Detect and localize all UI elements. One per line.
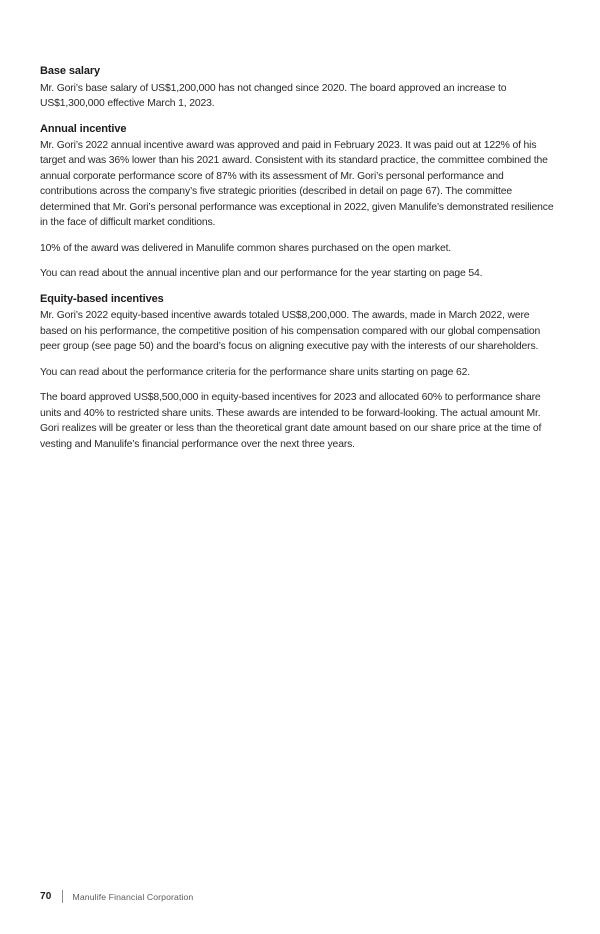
page-number: 70 <box>40 891 52 902</box>
paragraph: You can read about the annual incentive plan and our performance for the year starting on page 54. <box>40 268 483 280</box>
page-content <box>40 64 559 462</box>
paragraph: Mr. Gori’s base salary of US$1,200,000 has not changed since 2020. The board approved an increase to US$1,300,000 effective March 1, 2023. <box>40 82 507 109</box>
section-equity-based-incentives <box>40 292 559 452</box>
paragraph: You can read about the performance criteria for the performance share units starting on page 62. <box>40 366 470 378</box>
page-footer <box>40 890 193 903</box>
footer-divider <box>62 890 63 903</box>
section-heading-equity-based-incentives: Equity-based incentives <box>40 292 164 305</box>
paragraph: 10% of the award was delivered in Manulife common shares purchased on the open market. <box>40 242 452 254</box>
section-heading-annual-incentive: Annual incentive <box>40 122 127 135</box>
paragraph: Mr. Gori’s 2022 annual incentive award was approved and paid in February 2023. It was paid out at 122% of his target and was 36% lower than his 2021 award. Consistent with its standard practice, the committee combined the annual corporate performance score of 87% with its assessment of Mr. Gori’s personal performance and contributions across the company’s five strategic priorities (described in detail on page 67). The committee determined that Mr. Gori’s personal performance was exceptional in 2022, given Manulife’s demonstrated resilience in the face of difficult market conditions. <box>40 140 554 229</box>
section-base-salary <box>40 64 559 111</box>
section-heading-base-salary: Base salary <box>40 65 101 77</box>
paragraph: The board approved US$8,500,000 in equity-based incentives for 2023 and allocated 60% to performance share units and 40% to restricted share units. These awards are intended to be forward-looking. The actual amount Mr. Gori realizes will be greater or less than the theoretical grant date amount based on our share price at the time of vesting and Manulife’s financial performance over the next three years. <box>40 392 542 450</box>
section-annual-incentive <box>40 122 559 282</box>
footer-company-name: Manulife Financial Corporation <box>72 891 194 902</box>
paragraph: Mr. Gori’s 2022 equity-based incentive awards totaled US$8,200,000. The awards, made in March 2022, were based on his performance, the competitive position of his compensation compared with our global compensation peer group (see page 50) and the board’s focus on aligning executive pay with the interests of our shareholders. <box>40 310 541 353</box>
